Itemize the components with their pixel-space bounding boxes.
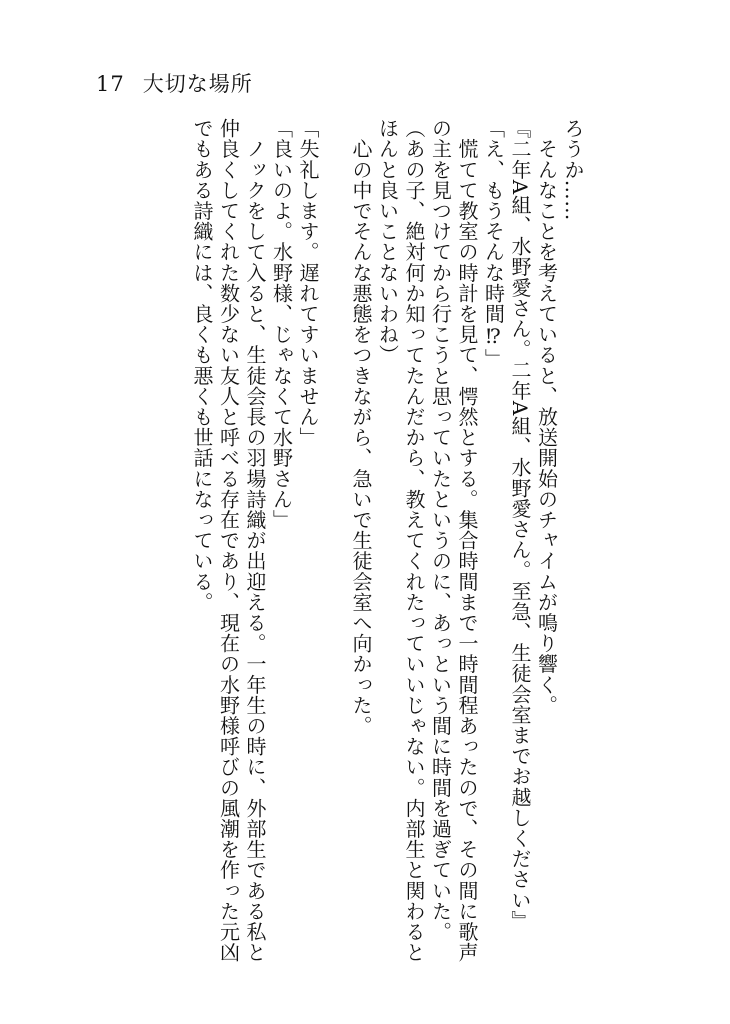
text-line: 仲良くしてくれた数少ない友人と呼べる存在であり、現在の水野様呼びの風潮を作った元凶 [216,118,241,963]
text-line: 心の中でそんな悪態をつきながら、急いで生徒会室へ向かった。 [349,118,373,736]
text-line: ほんと良いことないわね） [375,118,400,366]
blank-line [321,118,348,918]
chapter-number: 17 [96,72,125,96]
text-line: 「良いのよ。水野様、じゃなくて水野さん」 [269,118,294,530]
vertical-body-text [120,118,586,963]
text-line: の主を見つけてから行こうと思っていたというのに、あっという間に時間を過ぎていた。 [428,118,453,942]
chapter-title: 大切な場所 [142,72,253,96]
text-line: 慌てて教室の時計を見て、愕然とする。集合時間まで一時間程あったので、その間に歌声 [455,118,479,963]
text-line: 「え、もうそんな時間⁉」 [481,118,506,370]
text-line: （あの子、絶対何か知ってたんだから、教えてくれたっていいじゃない。内部生と関わると [402,118,426,963]
text-line: 『二年A組、水野愛さん。二年A組、水野愛さん。至急、生徒会室までお越しください』 [508,118,532,931]
text-line: ろうか…… [561,118,585,221]
text-line: 「失礼します。遅れてすいません」 [296,118,320,448]
text-line: でもある詩織には、良くも悪くも世話になっている。 [190,118,214,613]
text-line: ノックをして入ると、生徒会長の羽場詩織が出迎える。一年生の時に、外部生である私と [243,118,267,963]
text-line: そんなことを考えていると、放送開始のチャイムが鳴り響く。 [534,118,559,716]
chapter-header [96,68,253,98]
